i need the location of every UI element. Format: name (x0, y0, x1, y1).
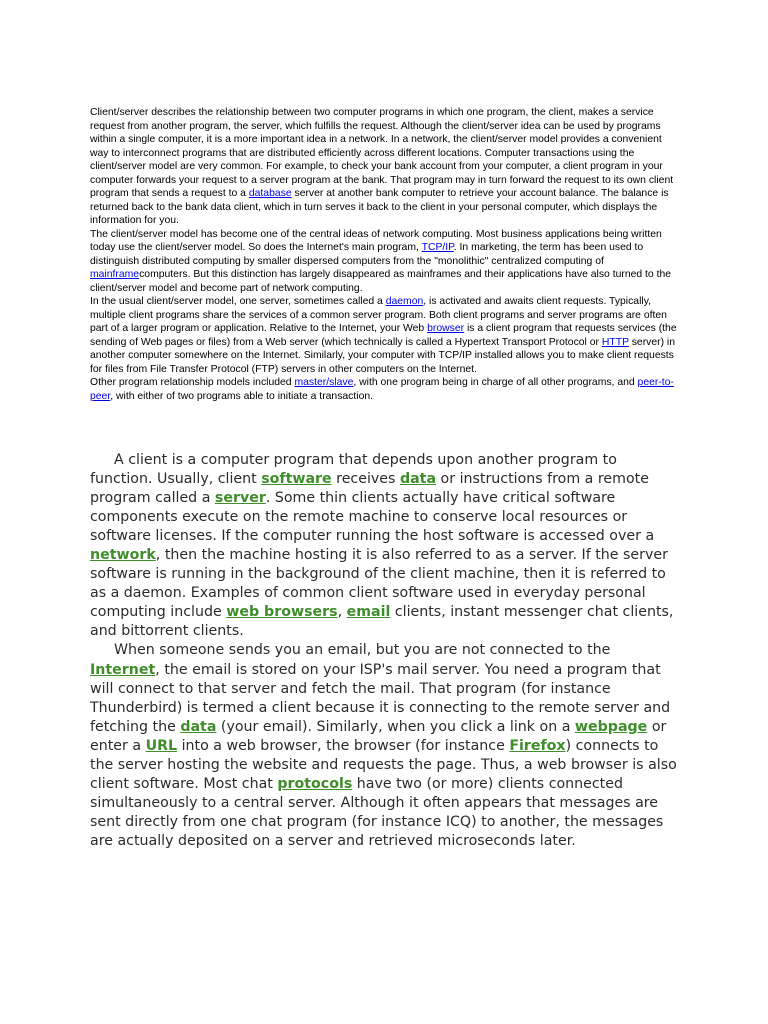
link-database[interactable]: database (248, 188, 292, 199)
paragraph-client-server-definition: Client/server describes the relationship between two computer programs in which one program, the client, makes a service request from another program, the server, which fulfills the request. Although the client/server idea can be used by programs within a single computer, it is a more important idea in a network. In a network, the client/server model provides a convenient way to interconnect programs that are distributed efficiently across different locations. Computer transactions using the client/server model are very common. For example, to check your bank account from your computer, a client program in your computer forwards your request to a server program at the bank. That program may in turn forward the request to its own client program that sends a request to a database server at another bank computer to retrieve your account balance. The balance is returned back to the bank data client, which in turn serves it back to the client in your personal computer, which displays the information for you. (90, 107, 674, 226)
paragraph-client-program: A client is a computer program that depends upon another program to function. Usually, client software receives data or instructions from a remote program called a server. Some thin clients actually have critical software components execute on the remote machine to conserve local resources or software licenses. If the computer running the host software is accessed over a network, then the machine hosting it is also referred to as a server. If the server software is running in the background of the client machine, then it is referred to as a daemon. Examples of common client software used in everyday personal computing include web browsers, email clients, instant messenger chat clients, and bittorrent clients. (90, 452, 674, 640)
paragraph-network-computing: The client/server model has become one of the central ideas of network computing. Most business applications being written today use the client/server model. So does the Internet's main program, TCP/IP. In marketing, the term has been used to distinguish distributed computing by smaller dispersed computers from the "monolithic" centralized computing of mainframecomputers. But this distinction has largely disappeared as mainframes and their applications have also turned to the client/server model and become part of network computing. (90, 228, 672, 294)
paragraph-email-example: When someone sends you an email, but you are not connected to the Internet, the email is stored on your ISP's mail server. You need a program that will connect to that server and fetch the mail. That program (for instance Thunderbird) is termed a client because it is connecting to the remote server and fetching the data (your email). Similarly, when you click a link on a webpage or enter a URL into a web browser, the browser (for instance Firefox) connects to the server hosting the website and requests the page. Thus, a web browser is also client software. Most chat protocols have two (or more) clients connected simultaneously to a central server. Although it often appears that messages are sent directly from one chat program (for instance ICQ) to another, the messages are actually deposited on a server and retrieved microseconds later. (90, 642, 677, 849)
link-protocols[interactable]: protocols (277, 775, 353, 792)
link-browser[interactable]: browser (427, 323, 465, 334)
link-tcp-ip[interactable]: TCP/IP (421, 242, 454, 253)
link-master-slave[interactable]: master/slave (294, 377, 354, 388)
link-email[interactable]: email (346, 604, 391, 621)
link-mainframe[interactable]: mainframe (90, 269, 140, 280)
link-web-browsers[interactable]: web browsers (226, 604, 338, 621)
link-peer-to-peer[interactable]: peer-to-peer (90, 377, 674, 402)
link-data[interactable]: data (399, 471, 437, 488)
link-url[interactable]: URL (145, 737, 178, 754)
paragraph-usual-model: In the usual client/server model, one server, sometimes called a daemon, is activated and awaits client requests. Typically, multiple client programs share the services of a common server program. Both client programs and server programs are often part of a larger program or application. Relative to the Internet, your Web browser is a client program that requests services (the sending of Web pages or files) from a Web server (which technically is called a Hypertext Transport Protocol or HTTP server) in another computer somewhere on the Internet. Similarly, your computer with TCP/IP installed allows you to make client requests for files from File Transfer Protocol (FTP) servers in other computers on the Internet. (90, 296, 677, 375)
paragraph-other-models: Other program relationship models included master/slave, with one program being in charge of all other programs, and peer-to-peer, with either of two programs able to initiate a transaction. (90, 377, 674, 402)
link-firefox[interactable]: Firefox (509, 737, 566, 754)
link-daemon[interactable]: daemon (385, 296, 424, 307)
link-software[interactable]: software (261, 471, 332, 488)
client-explanation-block (90, 451, 680, 851)
definition-text-block (90, 106, 678, 403)
link-network[interactable]: network (90, 547, 156, 564)
link-internet[interactable]: Internet (90, 661, 156, 678)
link-data-2[interactable]: data (180, 718, 217, 735)
link-server[interactable]: server (214, 490, 266, 507)
link-webpage[interactable]: webpage (574, 718, 648, 735)
link-http[interactable]: HTTP (601, 336, 629, 348)
